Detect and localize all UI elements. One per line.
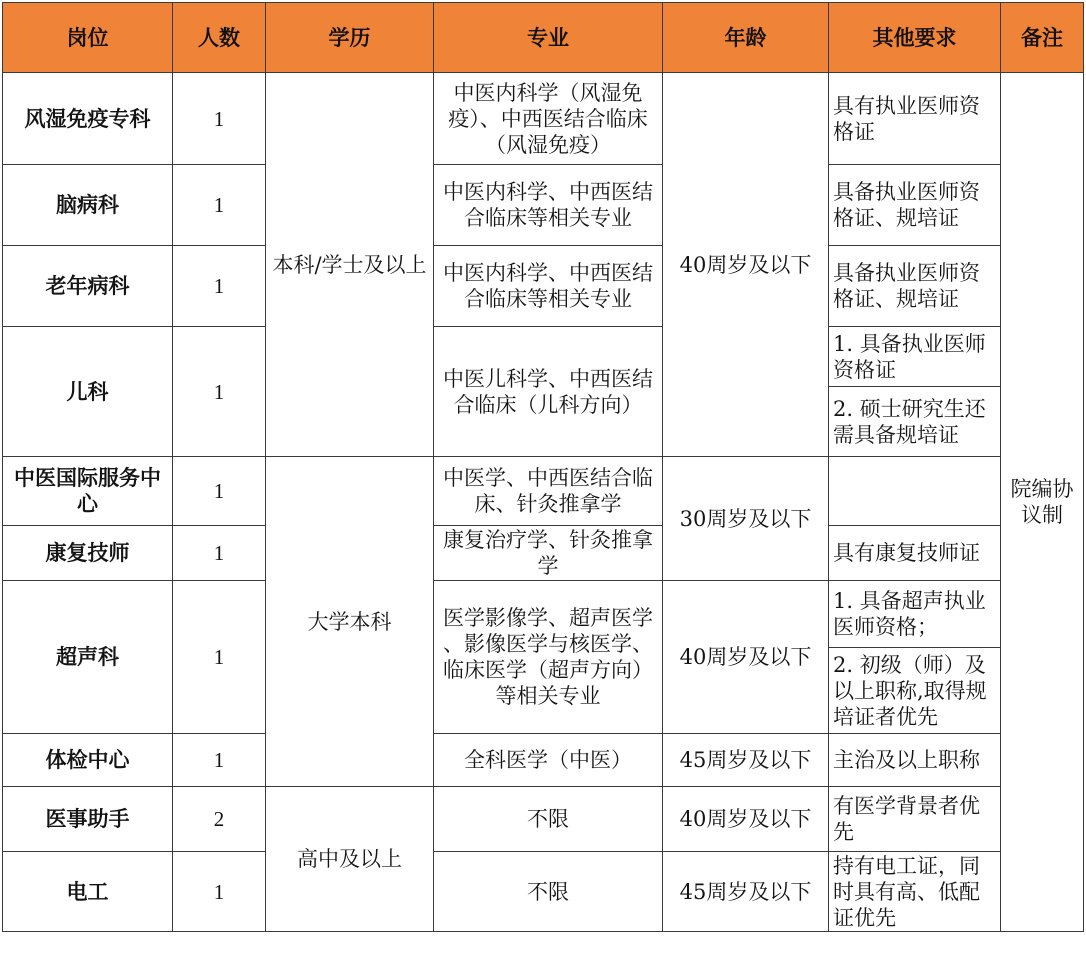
age-cell: 45周岁及以下 (663, 852, 829, 932)
requirement-text-line: 主治及以上职称 (833, 748, 980, 772)
requirement-text-line: 格证、规培证 (833, 287, 959, 311)
major-text-line: 疫）、中西医结合临床 (448, 106, 648, 131)
position-text: 医事助手 (45, 806, 130, 831)
position-cell (3, 787, 173, 852)
requirement-text-line: 需具备规培证 (833, 422, 959, 447)
headcount-cell: 1 (173, 852, 266, 932)
requirement-text-line: 格证、规培证 (833, 206, 959, 230)
major-text-line: 中医儿科学、中西医结 (443, 366, 653, 391)
position-text: 心 (77, 491, 98, 516)
requirement-cell (829, 327, 1001, 387)
requirement-cell (829, 165, 1001, 246)
major-text-line: 合临床等相关专业 (464, 206, 632, 230)
position-text: 风湿免疫专科 (24, 105, 151, 131)
table-row (3, 581, 1084, 648)
requirement-text-line: 以上职称,取得规 (833, 678, 987, 703)
headcount-cell: 1 (173, 581, 266, 734)
table-row (3, 327, 1084, 387)
requirement-text-line: 有医学背景者优 (833, 794, 980, 818)
requirement-cell (829, 387, 1001, 457)
major-text-line: 不限 (527, 807, 569, 831)
requirement-cell (829, 526, 1001, 581)
position-text: 中医国际服务中 (14, 465, 161, 490)
major-cell (434, 852, 663, 932)
position-cell (3, 246, 173, 327)
age-cell: 40周岁及以下 (663, 73, 829, 457)
major-cell (434, 787, 663, 852)
table-header-row (3, 3, 1084, 73)
major-cell (434, 327, 663, 457)
major-text-line: 中医内科学、中西医结 (443, 180, 653, 204)
table-row (3, 73, 1084, 165)
major-text-line: 全科医学（中医） (464, 748, 632, 772)
table-row (3, 246, 1084, 327)
major-text-line: 合临床（儿科方向） (453, 392, 643, 417)
position-cell (3, 165, 173, 246)
header-requirements: 其他要求 (829, 3, 1001, 73)
headcount-cell: 1 (173, 457, 266, 526)
major-text-line: 医学影像学、超声医学 (443, 606, 653, 630)
requirement-cell (829, 787, 1001, 852)
header-education: 学历 (266, 3, 434, 73)
position-cell (3, 73, 173, 165)
requirement-cell (829, 246, 1001, 327)
position-text: 老年病科 (45, 273, 130, 298)
major-text-line: 临床医学（超声方向） (443, 658, 653, 682)
major-text-line: 康复治疗学、针灸推拿 (443, 528, 653, 552)
position-cell (3, 852, 173, 932)
requirement-text-line: 具备执业医师资 (833, 180, 980, 204)
major-text-line: 床、针灸推拿学 (474, 492, 622, 516)
table-row (3, 457, 1084, 526)
major-text-line: 中医内科学、中西医结 (443, 261, 653, 285)
major-cell (434, 73, 663, 165)
position-cell (3, 327, 173, 457)
position-cell (3, 457, 173, 526)
table-row (3, 787, 1084, 852)
header-major: 专业 (434, 3, 663, 73)
major-cell (434, 165, 663, 246)
requirement-text-line: 格证 (833, 119, 875, 144)
header-remark: 备注 (1001, 3, 1084, 73)
major-text-line: 不限 (527, 879, 569, 904)
table-row (3, 852, 1084, 932)
headcount-cell: 1 (173, 327, 266, 457)
requirement-text-line: 1. 具备执业医师 (833, 331, 986, 356)
table-row (3, 165, 1084, 246)
requirement-text-line: 具有执业医师资 (833, 93, 980, 118)
position-text: 电工 (66, 878, 109, 904)
major-cell (434, 581, 663, 734)
requirement-cell (829, 73, 1001, 165)
requirement-cell (829, 852, 1001, 932)
education-cell: 大学本科 (266, 457, 434, 787)
requirement-text-line: 先 (833, 820, 854, 844)
position-text: 体检中心 (45, 747, 130, 772)
age-cell: 45周岁及以下 (663, 734, 829, 787)
major-text-line: 中医学、中西医结合临 (443, 466, 653, 490)
requirement-text-line: 具备执业医师资 (833, 261, 980, 285)
major-text-line: 等相关专业 (495, 684, 601, 708)
requirement-text-line: 2. 硕士研究生还 (833, 396, 986, 421)
requirement-text-line: 证优先 (833, 905, 896, 930)
requirement-text-line: 培证者优先 (833, 704, 938, 729)
remark-text-line: 议制 (1021, 503, 1063, 527)
position-cell (3, 526, 173, 581)
position-cell (3, 734, 173, 787)
position-text: 脑病科 (56, 192, 119, 217)
requirement-text-line: 2. 初级（师）及 (833, 652, 986, 677)
position-cell (3, 581, 173, 734)
headcount-cell: 1 (173, 165, 266, 246)
age-cell: 40周岁及以下 (663, 581, 829, 734)
table-row (3, 734, 1084, 787)
header-position: 岗位 (3, 3, 173, 73)
headcount-cell: 1 (173, 246, 266, 327)
major-text-line: 、影像医学与核医学、 (443, 632, 653, 656)
remark-text-line: 院编协 (1010, 477, 1074, 501)
headcount-cell: 1 (173, 734, 266, 787)
age-cell: 40周岁及以下 (663, 787, 829, 852)
major-cell (434, 526, 663, 581)
requirement-text-line: 时具有高、低配 (833, 879, 980, 904)
requirement-text-line: 资格证 (833, 357, 896, 382)
headcount-cell: 1 (173, 73, 266, 165)
headcount-cell: 2 (173, 787, 266, 852)
major-cell (434, 734, 663, 787)
education-cell: 本科/学士及以上 (266, 73, 434, 457)
position-text: 康复技师 (45, 540, 130, 565)
requirement-cell (829, 457, 1001, 526)
requirement-text-line: 1. 具备超声执业 (833, 589, 986, 613)
major-text-line: 学 (537, 554, 559, 578)
requirement-cell (829, 734, 1001, 787)
requirement-text-line: 具有康复技师证 (833, 541, 980, 565)
remark-cell (1001, 73, 1084, 932)
major-text-line: 合临床等相关专业 (464, 287, 632, 311)
requirement-cell (829, 581, 1001, 648)
requirement-text-line: 医师资格； (833, 615, 938, 639)
table-row (3, 526, 1084, 581)
requirement-cell (829, 648, 1001, 734)
major-text-line: 中医内科学（风湿免 (453, 80, 643, 105)
major-cell (434, 246, 663, 327)
major-text-line: （风湿免疫） (485, 132, 611, 157)
header-headcount: 人数 (173, 3, 266, 73)
requirement-text-line: 持有电工证，同 (833, 853, 980, 878)
age-cell: 30周岁及以下 (663, 457, 829, 581)
recruitment-table (2, 2, 1084, 932)
position-text: 超声科 (56, 644, 119, 669)
major-cell (434, 457, 663, 526)
headcount-cell: 1 (173, 526, 266, 581)
header-age: 年龄 (663, 3, 829, 73)
position-text: 儿科 (66, 378, 109, 404)
education-cell: 高中及以上 (266, 787, 434, 932)
